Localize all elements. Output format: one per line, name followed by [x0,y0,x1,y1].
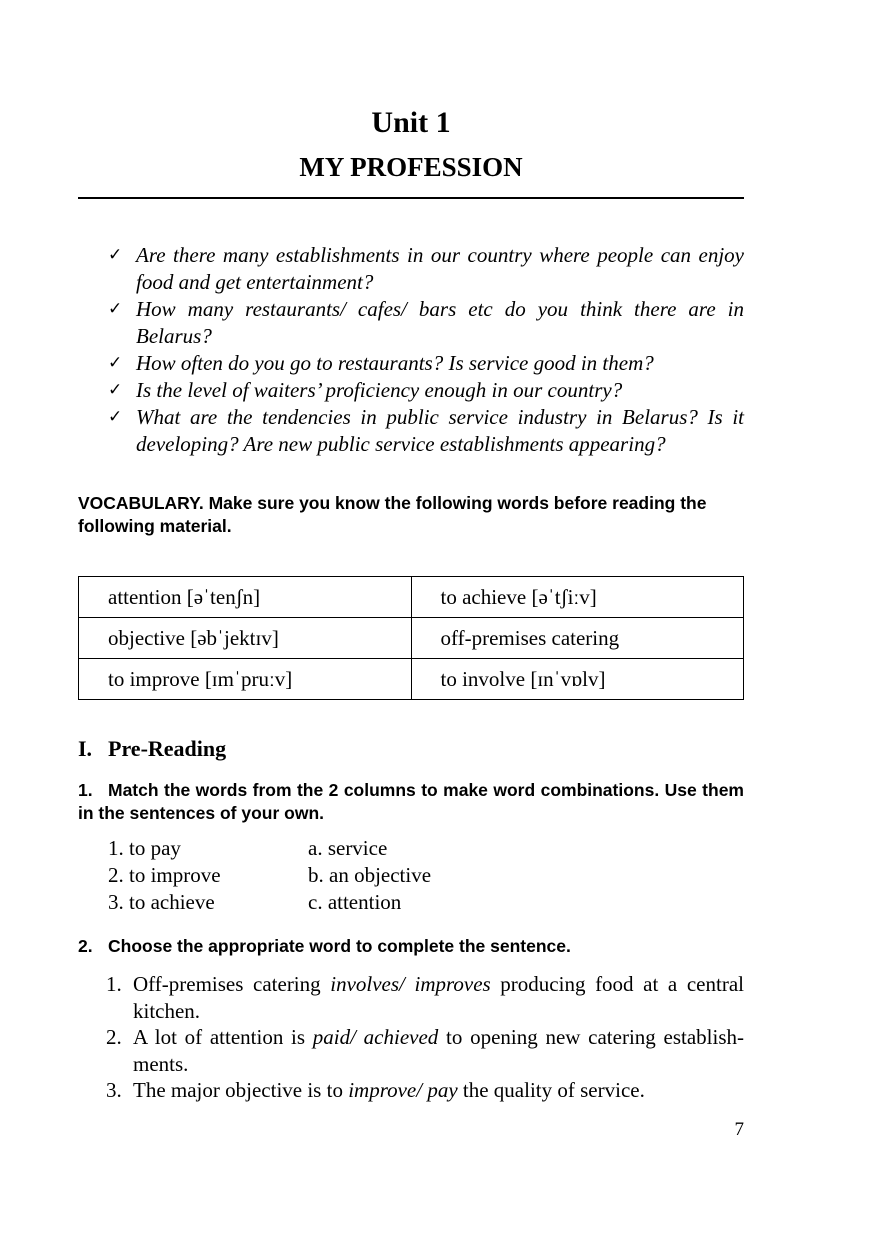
table-row [79,659,744,700]
section-heading [78,735,226,763]
checkmark-icon: ✓ [108,380,123,400]
question-item [108,377,744,404]
table-cell: attention [əˈtenʃn] [79,577,412,618]
question-text: What are the tendencies in public service industry in Belarus? Is it developing? Are new public service establishments appearing? [136,405,744,456]
task2-text: Choose the appropriate word to complete the sentence. [108,936,571,956]
sentence-text-after: producing food at a central kitchen. [133,972,744,1023]
title-divider [78,197,744,199]
sentence-text-before: Off-premises catering [133,972,331,996]
match-row [108,889,508,916]
vocabulary-table [78,576,744,700]
table-cell: to involve [ɪnˈvɒlv] [411,659,744,700]
match-right-item: c. attention [308,890,402,914]
match-right-item: a. service [308,836,388,860]
vocabulary-heading: VOCABULARY. Make sure you know the following words before reading the following material. [78,493,707,536]
sentence-text-before: The major objective is to [133,1078,349,1102]
question-text: Are there many establishments in our country where people can enjoy food and get entertainment? [136,243,744,294]
match-row [108,862,508,889]
unit-subtitle: MY PROFESSION [299,152,523,182]
task2-heading [78,935,744,958]
question-text: Is the level of waiters’ proficiency enough in our country? [136,378,623,402]
task1-number: 1. [78,780,93,800]
sentence-text-after: to opening new catering establish-ments. [133,1025,744,1076]
task1-text: Match the words from the 2 columns to make word combinations. Use them in the sentences of your own. [78,780,744,823]
task2-sentences [106,971,744,1104]
match-row [108,835,508,862]
sentence-item [106,971,744,1024]
question-text: How many restaurants/ cafes/ bars etc do you think there are in Belarus? [136,297,744,348]
sentence-number: 3. [106,1078,122,1102]
match-left-item: 1. to pay [108,836,181,860]
section-number: I. [78,736,93,761]
match-left-item: 3. to achieve [108,890,215,914]
match-left-item: 2. to improve [108,863,221,887]
sentence-number: 1. [106,972,122,996]
checkmark-icon: ✓ [108,407,123,427]
checkmark-icon: ✓ [108,299,123,319]
task1-heading [78,779,744,825]
sentence-options: involves/ improves [330,972,491,996]
match-columns [108,835,508,916]
table-cell: to achieve [əˈtʃiːv] [411,577,744,618]
sentence-text-after: the quality of service. [457,1078,645,1102]
sentence-number: 2. [106,1025,122,1049]
question-item [108,404,744,458]
section-title: Pre-Reading [108,736,227,761]
sentence-options: improve/ pay [348,1078,458,1102]
question-text: How often do you go to restaurants? Is service good in them? [136,351,654,375]
match-right-item: b. an objective [308,863,432,887]
question-item [108,296,744,350]
sentence-item [106,1024,744,1077]
page-number: 7 [734,1119,744,1140]
checkmark-icon: ✓ [108,353,123,373]
sentence-options: paid/ achieved [312,1025,439,1049]
sentence-item [106,1077,744,1104]
table-cell: to improve [ɪmˈpruːv] [79,659,412,700]
warm-up-questions [108,242,744,458]
table-row [79,577,744,618]
table-cell: objective [əbˈjektɪv] [79,618,412,659]
question-item [108,350,744,377]
unit-title: Unit 1 [371,106,451,139]
table-cell: off-premises catering [411,618,744,659]
question-item [108,242,744,296]
task2-number: 2. [78,936,93,956]
checkmark-icon: ✓ [108,245,123,265]
table-row [79,618,744,659]
sentence-text-before: A lot of attention is [133,1025,313,1049]
